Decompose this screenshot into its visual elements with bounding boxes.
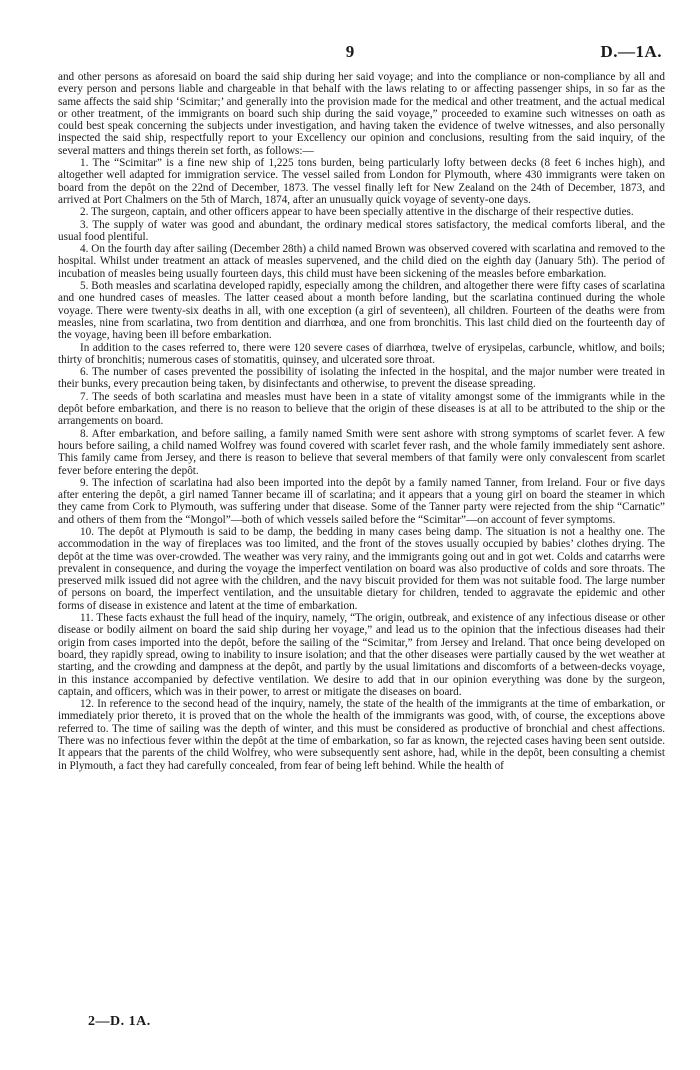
paragraph-3: 3. The supply of water was good and abundant, the ordinary medical stores satisfactory, the medical comforts liberal, and the usual food plentiful. — [58, 218, 665, 243]
paragraph-12: 12. In reference to the second head of the inquiry, namely, the state of the health of the immigrants at the time of embarkation, or immediately prior thereto, it is proved that on the whole the health of the immigrants was good, with, of course, the exceptions above referred to. The time of sailing was the depth of winter, and this must be considered as productive of bronchial and chest affections. There was no infectious fever within the depôt at the time of embarkation, so far as known, the rejected cases having been sent outside. It appears that the parents of the child Wolfrey, who were subsequently sent ashore, had, while in the depôt, been consulting a chemist in Plymouth, a fact they had carefully concealed, from fear of being left behind. While the health of — [58, 698, 665, 772]
document-reference: D.—1A. — [600, 42, 662, 61]
paragraph-10: 10. The depôt at Plymouth is said to be damp, the bedding in many cases being damp. The situation is not a healthy one. The accommodation in the way of fireplaces was too limited, and the front of the stoves usually occupied by babies’ clothes drying. The depôt at the time was over-crowded. The weather was very rainy, and the immigrants going out and in got wet. Colds and catarrhs were prevalent in consequence, and during the voyage the imperfect ventilation on board was also productive of colds and sore throats. The preserved milk issued did not agree with the children, and the navy biscuit provided for them was not suitable food. The large number of persons on board, the imperfect ventilation, and the unsuitable dietary for children, tended to aggravate the epidemic and other forms of disease in existence and latent at the time of embarkation. — [58, 525, 665, 612]
paragraph-1: 1. The “Scimitar” is a fine new ship of 1,225 tons burden, being particularly lofty between decks (8 feet 6 inches high), and altogether well adapted for immigration service. The vessel sailed from London for Plymouth, where 430 immigrants were taken on board from the depôt on the 22nd of December, 1873. The vessel finally left for New Zealand on the 24th of December, 1873, and arrived at Port Chalmers on the 5th of March, 1874, after an unusually quick voyage of seventy-one days. — [58, 157, 665, 206]
paragraph-9: 9. The infection of scarlatina had also been imported into the depôt by a family named Tanner, from Ireland. Four or five days after entering the depôt, a girl named Tanner became ill of scarlatina; and it appears that a young girl on board the steamer in which they came from Cork to Plymouth, was suffering under that disease. Some of the Tanner party were rejected from the ship “Carnatic” and others of them from the “Mongol”—both of which vessels sailed before the “Scimitar”—on account of fever symptoms. — [58, 476, 665, 526]
paragraph-5-addendum: In addition to the cases referred to, there were 120 severe cases of diarrhœa, twelve of erysipelas, carbuncle, whitlow, and boils; thirty of bronchitis; numerous cases of stomatitis, quinsey, and ulcerated sore throat. — [58, 341, 665, 366]
paragraph-7: 7. The seeds of both scarlatina and measles must have been in a state of vitality amongst some of the immigrants while in the depôt before embarkation, and there is no reason to believe that the origin of these diseases is at all to be attributed to the ship or the arrangements on board. — [58, 390, 665, 428]
paragraph-5: 5. Both measles and scarlatina developed rapidly, especially among the children, and altogether there were fifty cases of scarlatina and one hundred cases of measles. The latter ceased about a month before landing, but the scarlatina continued during the whole voyage. There were twenty-six deaths in all, with one exception (a girl of seventeen), all children. Fourteen of the deaths were from measles, nine from scarlatina, two from dentition and diarrhœa, and one from bronchitis. This last child died on the fourteenth day of the voyage, having been ill before embarkation. — [58, 280, 665, 342]
paragraph-11: 11. These facts exhaust the full head of the inquiry, namely, “The origin, outbreak, and existence of any infectious disease or other disease or bodily ailment on board the said ship during her voyage,” and lead us to the opinion that the infectious diseases had their origin from cases imported into the depôt, before the sailing of the “Scimitar,” from Jersey and Ireland. That once being developed on board, they rapidly spread, owing to inability to insure isolation; and that the other diseases were partially caused by the wet weather at starting, and the crowding and dampness at the depôt, and partly by the usual limitations and discomforts of a between-decks voyage, in this instance accompanied by defective ventilation. We desire to add that in our opinion everything was done by the surgeon, captain, and officers, which was in their power, to arrest or mitigate the diseases on board. — [58, 612, 665, 698]
paragraph-4: 4. On the fourth day after sailing (December 28th) a child named Brown was observed covered with scarlatina and removed to the hospital. Whilst under treatment an attack of measles supervened, and the child died on the eighth day (January 5th). The period of incubation of measles being usually fourteen days, this child must have been sickening of the measles before embarkation. — [58, 243, 665, 280]
document-body — [58, 71, 665, 772]
paragraph-8: 8. After embarkation, and before sailing, a family named Smith were sent ashore with strong symptoms of scarlet fever. A few hours before sailing, a child named Wolfrey was found covered with scarlet fever rash, and the whole family immediately sent ashore. This family came from Jersey, and there is reason to believe that several members of that family were only convalescent from scarlet fever before entering the depôt. — [58, 427, 665, 477]
paragraph-6: 6. The number of cases prevented the possibility of isolating the infected in the hospital, and the major number were treated in their bunks, every precaution being taken, by disinfectants and otherwise, to prevent the disease spreading. — [58, 366, 665, 391]
signature-mark: 2—D. 1A. — [88, 1014, 151, 1029]
paragraph-continuation: and other persons as aforesaid on board the said ship during her said voyage; and into the compliance or non-compliance by all and every person and persons liable and chargeable in that behalf with the laws relating to or affecting passenger ships, in so far as the same affects the said ship ‘Scimitar;’ and generally into the provision made for the medical and other treatment, and the actual medical or other treatment, of the immigrants on board such ship during the said voyage,” proceeded to examine such witnesses on oath as could best speak concerning the subjects under investigation, and having taken the evidence of twelve witnesses, and also personally inspected the said ship, respectfully report to your Excellency our opinion and conclusions, resulting from the said inquiry, of the several matters and things therein set forth, as follows:— — [58, 71, 665, 157]
page-number: 9 — [345, 42, 355, 61]
paragraph-2: 2. The surgeon, captain, and other officers appear to have been specially attentive in the discharge of their respective duties. — [80, 206, 634, 219]
